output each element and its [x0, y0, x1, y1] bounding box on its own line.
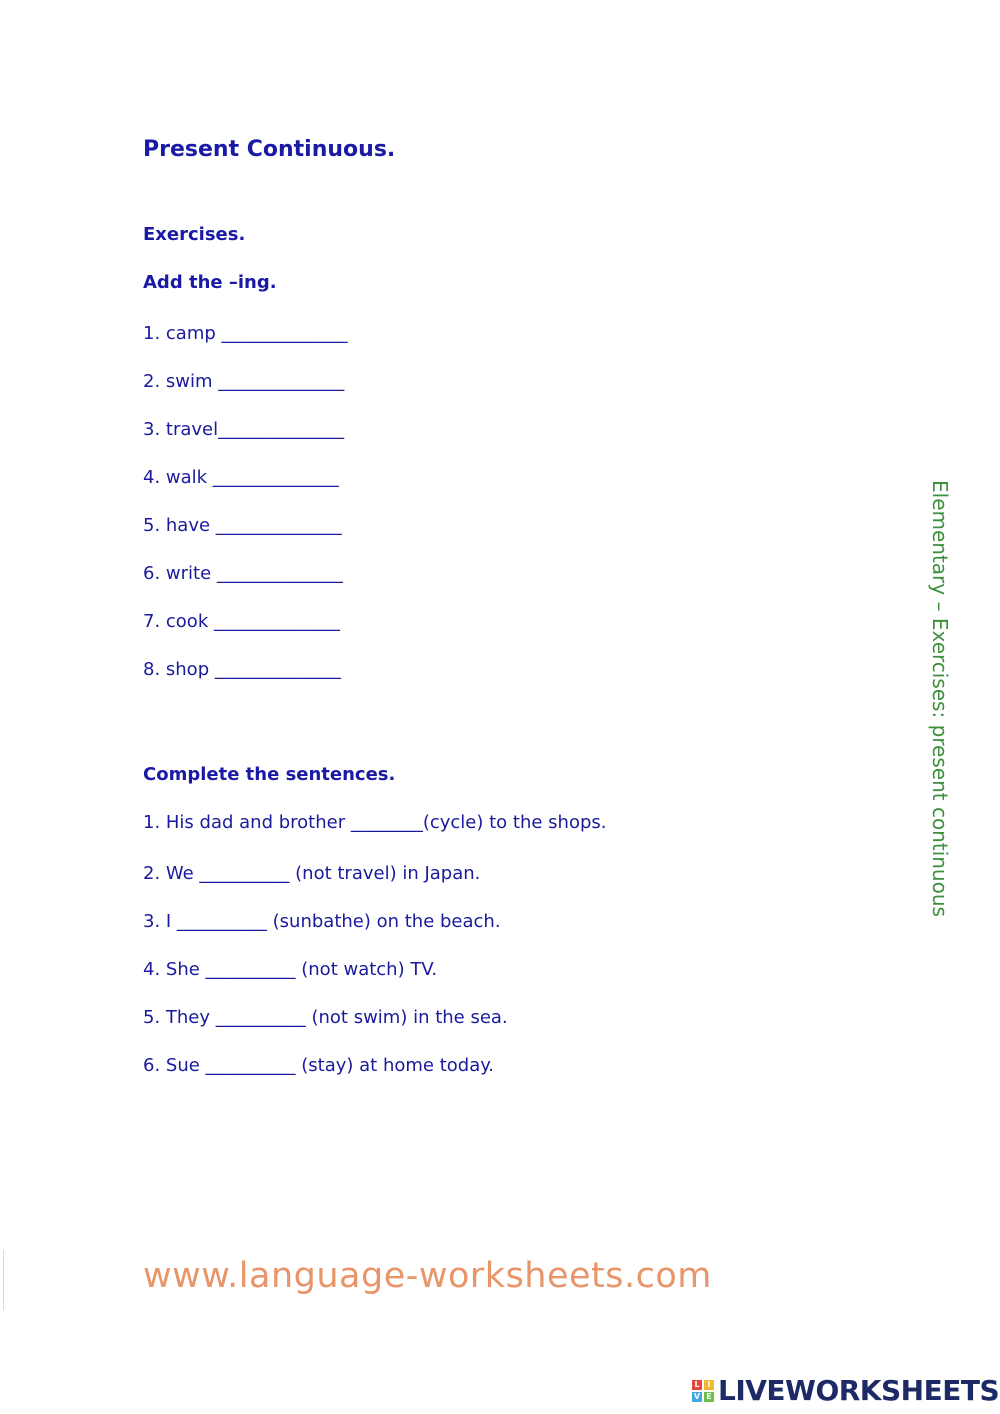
sentence-exercise-item: 5. They __________ (not swim) in the sea.	[143, 1007, 508, 1028]
sentence-exercise-item: 1. His dad and brother ________(cycle) to the shops.	[143, 812, 607, 833]
page-title: Present Continuous.	[143, 137, 396, 162]
sentence-exercise-item: 3. I __________ (sunbathe) on the beach.	[143, 911, 501, 932]
logo-tile: I	[704, 1380, 714, 1390]
ing-exercise-item: 4. walk ______________	[143, 467, 339, 488]
side-label: Elementary – Exercises: present continuous	[928, 480, 952, 917]
liveworksheets-logo-text: LIVEWORKSHEETS	[718, 1374, 1000, 1407]
sentence-exercise-item: 2. We __________ (not travel) in Japan.	[143, 863, 481, 884]
sentence-exercise-item: 4. She __________ (not watch) TV.	[143, 959, 438, 980]
ing-exercise-item: 2. swim ______________	[143, 371, 345, 392]
liveworksheets-logo-icon	[692, 1380, 714, 1402]
ing-exercise-item: 5. have ______________	[143, 515, 342, 536]
exercises-heading: Exercises.	[143, 224, 246, 245]
ing-exercise-item: 8. shop ______________	[143, 659, 341, 680]
ing-exercise-item: 3. travel______________	[143, 419, 345, 440]
page-edge-mark	[3, 1250, 4, 1310]
logo-tile: L	[692, 1380, 702, 1390]
section-1-heading: Add the –ing.	[143, 272, 277, 293]
ing-exercise-item: 1. camp ______________	[143, 323, 348, 344]
section-2-heading: Complete the sentences.	[143, 764, 396, 785]
ing-exercise-item: 6. write ______________	[143, 563, 343, 584]
liveworksheets-logo	[692, 1374, 999, 1407]
website-footer: www.language-worksheets.com	[143, 1256, 712, 1296]
ing-exercise-item: 7. cook ______________	[143, 611, 340, 632]
logo-tile: E	[704, 1392, 714, 1402]
logo-tile: V	[693, 1391, 701, 1401]
sentence-exercise-item: 6. Sue __________ (stay) at home today.	[143, 1055, 495, 1076]
